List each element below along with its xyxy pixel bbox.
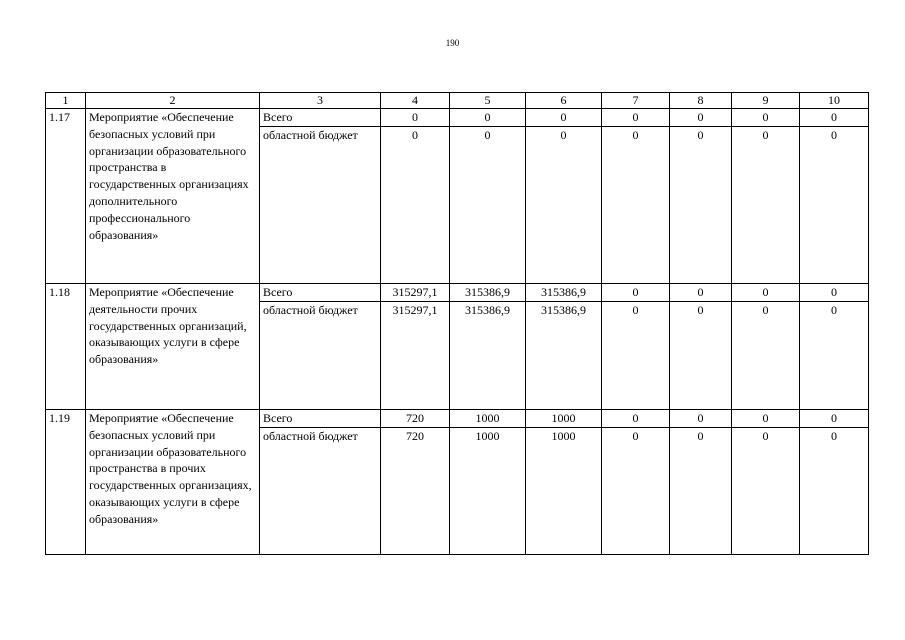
value-cell: 1000	[450, 427, 526, 554]
value-cell: 0	[800, 109, 869, 127]
value-cell: 315297,1	[381, 301, 450, 409]
value-cell: 1000	[526, 410, 602, 428]
value-cell: 0	[800, 301, 869, 409]
column-header: 8	[670, 93, 732, 109]
activity-title: Мероприятие «Обеспечение безопасных условий при организации образовательного пространства в прочих государственных организациях, оказывающих услуги в сфере образования»	[86, 410, 260, 555]
funding-source: областной бюджет	[260, 126, 381, 283]
value-cell: 0	[800, 410, 869, 428]
value-cell: 0	[732, 410, 800, 428]
value-cell: 0	[732, 427, 800, 554]
value-cell: 0	[602, 284, 670, 302]
value-cell: 0	[732, 284, 800, 302]
value-cell: 315386,9	[450, 301, 526, 409]
value-cell: 0	[732, 301, 800, 409]
value-cell: 0	[526, 109, 602, 127]
row-id: 1.18	[46, 284, 86, 410]
value-cell: 0	[450, 109, 526, 127]
funding-source: Всего	[260, 410, 381, 428]
funding-source: областной бюджет	[260, 427, 381, 554]
value-cell: 0	[670, 284, 732, 302]
table-row	[46, 284, 869, 302]
value-cell: 0	[670, 109, 732, 127]
value-cell: 0	[670, 301, 732, 409]
value-cell: 0	[602, 410, 670, 428]
value-cell: 0	[450, 126, 526, 283]
value-cell: 315297,1	[381, 284, 450, 302]
value-cell: 720	[381, 427, 450, 554]
value-cell: 720	[381, 410, 450, 428]
value-cell: 0	[670, 410, 732, 428]
value-cell: 315386,9	[526, 301, 602, 409]
value-cell: 0	[732, 109, 800, 127]
value-cell: 0	[526, 126, 602, 283]
value-cell: 0	[602, 427, 670, 554]
table-row	[46, 410, 869, 428]
row-id: 1.17	[46, 109, 86, 284]
row-id: 1.19	[46, 410, 86, 555]
budget-table	[45, 92, 869, 555]
value-cell: 0	[602, 109, 670, 127]
activity-title: Мероприятие «Обеспечение деятельности прочих государственных организаций, оказывающих услуги в сфере образования»	[86, 284, 260, 410]
value-cell: 0	[670, 126, 732, 283]
value-cell: 0	[381, 109, 450, 127]
column-header: 6	[526, 93, 602, 109]
table-row	[46, 109, 869, 127]
value-cell: 0	[602, 126, 670, 283]
column-header: 1	[46, 93, 86, 109]
column-header: 4	[381, 93, 450, 109]
column-header: 5	[450, 93, 526, 109]
column-header: 10	[800, 93, 869, 109]
value-cell: 0	[800, 126, 869, 283]
value-cell: 0	[602, 301, 670, 409]
value-cell: 315386,9	[526, 284, 602, 302]
value-cell: 315386,9	[450, 284, 526, 302]
value-cell: 0	[800, 427, 869, 554]
value-cell: 0	[670, 427, 732, 554]
value-cell: 0	[800, 284, 869, 302]
column-header: 9	[732, 93, 800, 109]
page-number: 190	[445, 38, 460, 48]
value-cell: 0	[381, 126, 450, 283]
funding-source: Всего	[260, 109, 381, 127]
funding-source: Всего	[260, 284, 381, 302]
activity-title: Мероприятие «Обеспечение безопасных условий при организации образовательного пространства в государственных организациях дополнительного профессионального образования»	[86, 109, 260, 284]
value-cell: 1000	[526, 427, 602, 554]
column-number-row	[46, 93, 869, 109]
column-header: 3	[260, 93, 381, 109]
column-header: 7	[602, 93, 670, 109]
value-cell: 0	[732, 126, 800, 283]
value-cell: 1000	[450, 410, 526, 428]
funding-source: областной бюджет	[260, 301, 381, 409]
column-header: 2	[86, 93, 260, 109]
